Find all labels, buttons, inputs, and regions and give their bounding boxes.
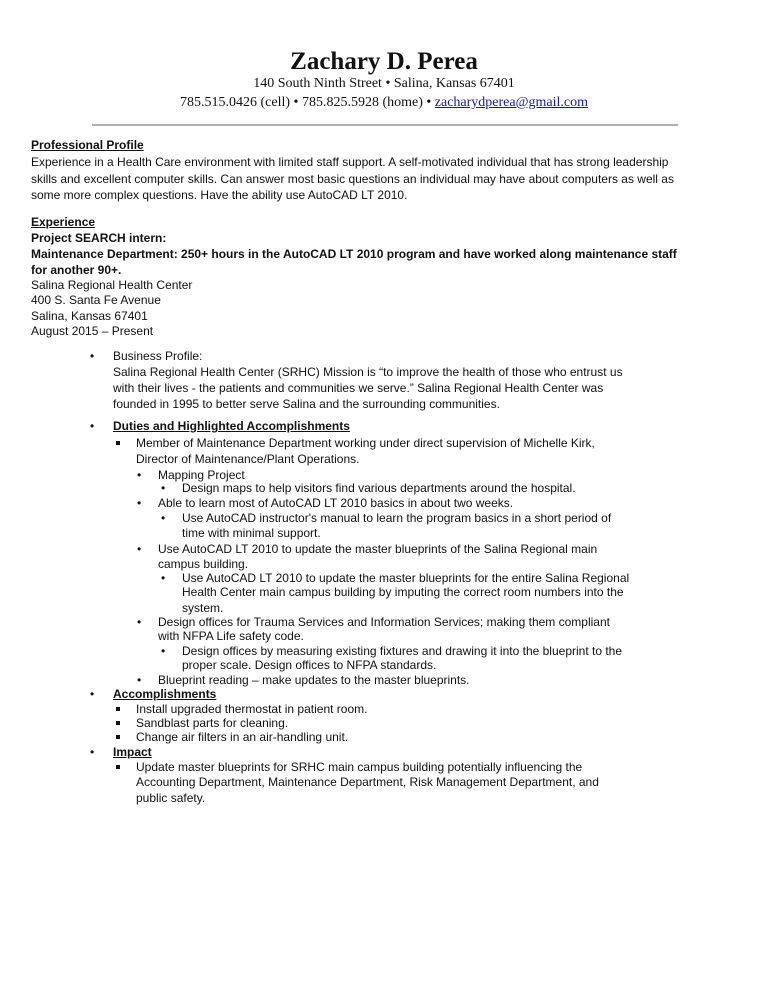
business-line: Salina Regional Health Center (SRHC) Mission is “to improve the health of those who entrust us (113, 365, 623, 379)
duty-subitem: Health Center main campus building by imputing the correct room numbers into the (182, 585, 624, 599)
square-bullet-icon (116, 721, 120, 725)
bullet-icon: • (137, 468, 142, 482)
dept-line: for another 90+. (31, 263, 122, 277)
profile-heading: Professional Profile (31, 138, 144, 152)
accomplishment-item: Install upgraded thermostat in patient room. (136, 702, 368, 716)
duty-subitem: time with minimal support. (182, 526, 321, 540)
bullet-icon: • (137, 673, 142, 687)
duty-subitem: Design maps to help visitors find various departments around the hospital. (182, 481, 576, 495)
bullet-icon: • (90, 687, 95, 701)
bullet-icon: • (137, 542, 142, 556)
business-label: Business Profile: (113, 349, 203, 363)
duty-item: Design offices for Trauma Services and Information Services; making them compliant (158, 615, 610, 629)
duty-subitem: system. (182, 601, 224, 615)
bullet-icon: • (161, 511, 166, 525)
job-title: Project SEARCH intern: (31, 231, 167, 245)
business-line: with their lives - the patients and communities we serve.” Salina Regional Health Center was (113, 381, 604, 395)
header-divider (92, 124, 678, 126)
accomplishment-item: Sandblast parts for cleaning. (136, 716, 289, 730)
square-bullet-icon (116, 765, 120, 769)
employer-line: 400 S. Santa Fe Avenue (31, 293, 161, 307)
duty-line: Member of Maintenance Department working under direct supervision of Michelle Kirk, (136, 436, 595, 450)
bullet-icon: • (161, 644, 166, 658)
duty-subitem: Use AutoCAD LT 2010 to update the master blueprints for the entire Salina Regional (182, 571, 630, 585)
bullet-icon: • (161, 571, 166, 585)
bullet-icon: • (90, 349, 95, 363)
bullet-icon: • (90, 745, 95, 759)
bullet-icon: • (90, 419, 95, 433)
square-bullet-icon (116, 735, 120, 739)
duty-item: Blueprint reading – make updates to the master blueprints. (158, 673, 470, 687)
impact-line: public safety. (136, 791, 206, 805)
experience-heading: Experience (31, 215, 96, 229)
address: 140 South Ninth Street • Salina, Kansas 67401 (253, 76, 515, 91)
bullet-icon: • (137, 615, 142, 629)
bullet-icon: • (161, 481, 166, 495)
email-link[interactable]: zacharydperea@gmail.com (434, 95, 588, 110)
employer-line: Salina, Kansas 67401 (31, 309, 148, 323)
duty-subitem: Design offices by measuring existing fixtures and drawing it into the blueprint to the (182, 644, 623, 658)
accomplishments-heading: Accomplishments (113, 687, 217, 701)
duty-subitem: proper scale. Design offices to NFPA standards. (182, 658, 437, 672)
duty-item: Able to learn most of AutoCAD LT 2010 basics in about two weeks. (158, 496, 514, 510)
duties-heading: Duties and Highlighted Accomplishments (113, 419, 350, 433)
profile-line: some more complex questions. Have the ability use AutoCAD LT 2010. (31, 188, 408, 202)
profile-line: Experience in a Health Care environment with limited staff support. A self-motivated individual that has strong leadership (31, 155, 669, 169)
duty-item: Use AutoCAD LT 2010 to update the master blueprints of the Salina Regional main (158, 542, 598, 556)
resume-name: Zachary D. Perea (290, 48, 478, 75)
business-line: founded in 1995 to better serve Salina and the surrounding communities. (113, 397, 500, 411)
bullet-icon: • (137, 496, 142, 510)
employment-dates: August 2015 – Present (31, 324, 154, 338)
impact-line: Accounting Department, Maintenance Department, Risk Management Department, and (136, 775, 599, 789)
dept-line: Maintenance Department: 250+ hours in the AutoCAD LT 2010 program and have worked along maintenance staff (31, 247, 677, 261)
duty-item: Mapping Project (158, 468, 245, 482)
impact-line: Update master blueprints for SRHC main campus building potentially influencing the (136, 760, 583, 774)
profile-line: skills and excellent computer skills. Can answer most basic questions an individual may have about computers as well as (31, 172, 674, 186)
duty-subitem: Use AutoCAD instructor's manual to learn the program basics in a short period of (182, 511, 612, 525)
contact-line (0, 95, 768, 111)
square-bullet-icon (116, 707, 120, 711)
duty-item: with NFPA Life safety code. (158, 629, 304, 643)
duty-item: campus building. (158, 557, 249, 571)
impact-heading: Impact (113, 745, 152, 759)
accomplishment-item: Change air filters in an air-handling unit. (136, 730, 349, 744)
employer-line: Salina Regional Health Center (31, 278, 193, 292)
square-bullet-icon (116, 441, 120, 445)
phones: 785.515.0426 (cell) • 785.825.5928 (home) • (180, 95, 435, 110)
duty-line: Director of Maintenance/Plant Operations. (136, 452, 360, 466)
